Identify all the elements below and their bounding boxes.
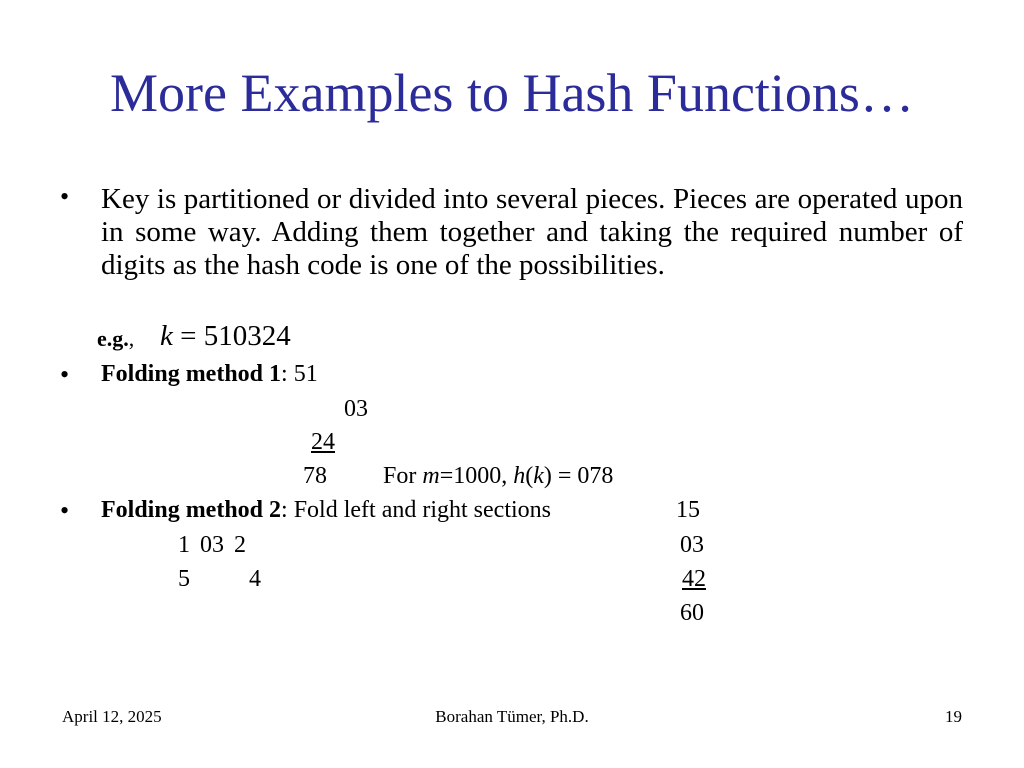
folding2-top-row: 1 03 2 bbox=[178, 532, 246, 558]
folding1-sum: 78 bbox=[303, 463, 327, 489]
folding2-heading bbox=[101, 497, 551, 524]
folding2-col1: 15 bbox=[676, 497, 700, 523]
footer-author: Borahan Tümer, Ph.D. bbox=[435, 707, 589, 726]
folding2-col2: 03 bbox=[680, 532, 704, 558]
folding2-bottom-left: 5 bbox=[178, 566, 190, 592]
example-equals: = bbox=[172, 320, 204, 352]
folding1-result-paren: ( bbox=[525, 463, 534, 489]
example-label-text: e.g. bbox=[97, 326, 129, 351]
bullet-marker: • bbox=[60, 182, 70, 211]
footer-page-number: 19 bbox=[945, 707, 962, 726]
folding1-result-m: m bbox=[422, 463, 440, 489]
bullet-marker: • bbox=[60, 360, 70, 389]
example-key-value: 510324 bbox=[203, 320, 291, 352]
folding1-result-m-value: =1000, bbox=[439, 463, 514, 489]
bullet-marker: • bbox=[60, 496, 70, 525]
folding2-col-sum: 60 bbox=[680, 600, 704, 626]
example-label bbox=[97, 326, 134, 352]
folding2-title: Folding method 2 bbox=[101, 497, 282, 523]
folding1-row3: 24 bbox=[311, 429, 335, 455]
example-key-var: k bbox=[160, 320, 173, 352]
example-label-comma: , bbox=[128, 326, 135, 351]
folding1-row2: 03 bbox=[344, 396, 368, 422]
folding1-row1: 51 bbox=[293, 361, 318, 387]
footer-date: April 12, 2025 bbox=[62, 707, 162, 726]
folding1-result-h: h bbox=[513, 463, 526, 489]
folding1-title: Folding method 1 bbox=[101, 361, 282, 387]
folding1-result-tail: ) = 078 bbox=[543, 463, 614, 489]
folding1-heading bbox=[101, 361, 318, 388]
example-formula bbox=[160, 320, 291, 353]
folding1-result-k: k bbox=[533, 463, 544, 489]
folding2-description: Fold left and right sections bbox=[293, 497, 551, 523]
folding1-title-sep: : bbox=[281, 361, 294, 387]
intro-paragraph: Key is partitioned or divided into several pieces. Pieces are operated upon in some way. Adding them together and taking the required number of digits as the hash code is one of the possibilities. bbox=[101, 183, 963, 281]
slide-title: More Examples to Hash Functions… bbox=[110, 63, 914, 123]
folding2-bottom-right: 4 bbox=[249, 566, 261, 592]
folding2-col3: 42 bbox=[682, 566, 706, 592]
folding1-result-prefix: For bbox=[383, 463, 423, 489]
folding1-result bbox=[383, 463, 613, 490]
folding2-title-sep: : bbox=[281, 497, 294, 523]
